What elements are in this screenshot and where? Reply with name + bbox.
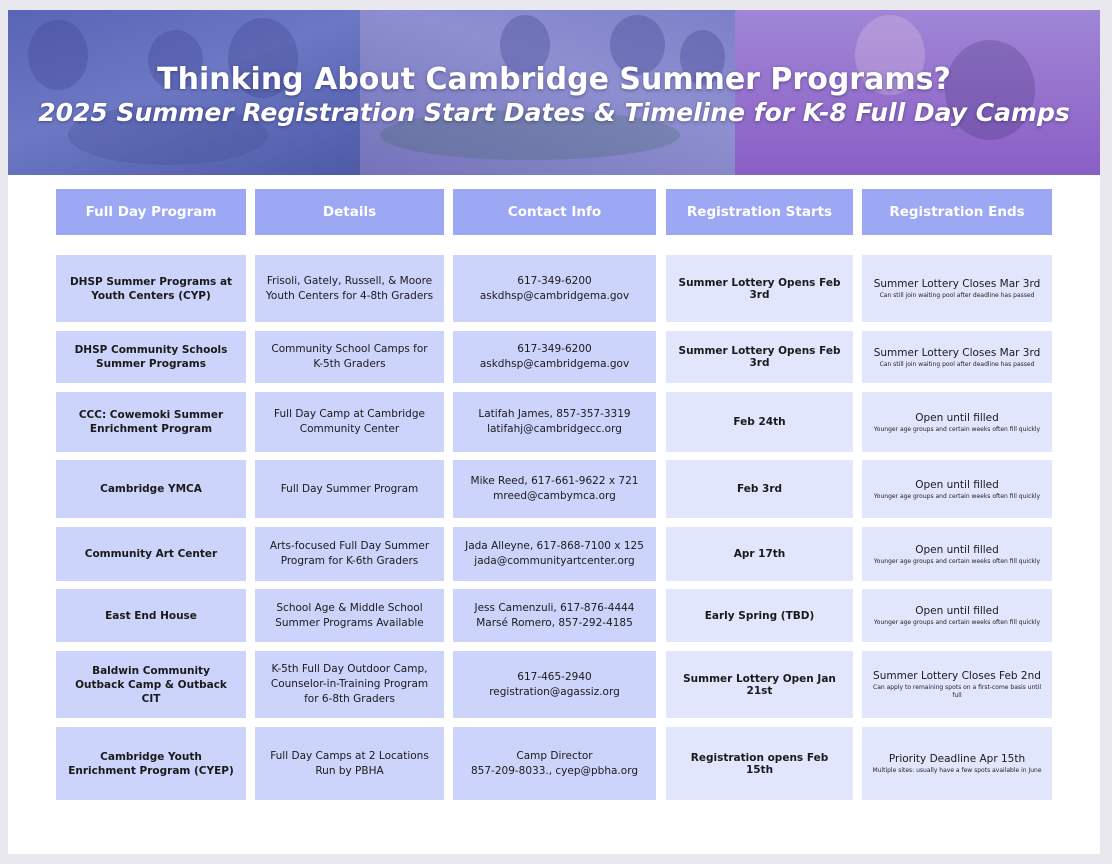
reg-ends: Open until filled <box>915 411 999 424</box>
reg-ends-note: Younger age groups and certain weeks often fill quickly <box>873 619 1041 626</box>
contact-line-2: askdhsp@cambridgema.gov <box>479 289 630 302</box>
reg-ends: Summer Lottery Closes Mar 3rd <box>873 346 1041 359</box>
contact-cell <box>453 255 656 322</box>
program-details: Community School Camps for K-5th Graders <box>271 343 428 370</box>
reg-starts: Feb 3rd <box>736 483 783 495</box>
reg-ends-cell <box>862 392 1052 452</box>
header-banner <box>8 10 1100 175</box>
program-name: Cambridge YMCA <box>100 483 202 495</box>
reg-ends-cell <box>862 331 1052 383</box>
program-name-cell <box>56 727 246 800</box>
program-details: Full Day Summer Program <box>280 482 419 495</box>
reg-ends-note: Younger age groups and certain weeks often fill quickly <box>873 425 1041 433</box>
program-name-cell <box>56 331 246 383</box>
program-name-cell <box>56 392 246 452</box>
program-name-cell <box>56 460 246 518</box>
contact-cell <box>453 651 656 718</box>
program-details: K-5th Full Day Outdoor Camp, Counselor-in-Training Program for 6-8th Graders <box>270 663 429 705</box>
reg-starts-cell <box>666 651 853 718</box>
reg-ends-note: Can still join waiting pool after deadline has passed <box>879 360 1035 368</box>
reg-ends-note: Younger age groups and certain weeks often fill quickly <box>873 557 1041 565</box>
details-cell <box>255 331 444 383</box>
reg-starts-cell <box>666 589 853 642</box>
reg-starts: Registration opens Feb 15th <box>690 751 829 776</box>
details-cell <box>255 727 444 800</box>
contact-line-1: Camp Director <box>516 749 593 762</box>
program-details: Full Day Camps at 2 Locations Run by PBHA <box>270 749 429 777</box>
contact-line-2: mreed@cambymca.org <box>493 490 616 502</box>
header-reg-starts: Registration Starts <box>666 189 853 235</box>
reg-starts: Summer Lottery Opens Feb 3rd <box>678 345 841 369</box>
reg-ends-cell <box>862 460 1052 518</box>
contact-line-1: 617-349-6200 <box>517 343 592 355</box>
contact-cell <box>453 331 656 383</box>
contact-line-2: registration@agassiz.org <box>489 685 620 698</box>
reg-starts-cell <box>666 331 853 383</box>
contact-cell <box>453 392 656 452</box>
reg-ends-cell <box>862 589 1052 642</box>
program-details: Arts-focused Full Day Summer Program for K-6th Graders <box>269 540 430 567</box>
contact-line-1: Jada Alleyne, 617-868-7100 x 125 <box>465 540 644 552</box>
details-cell <box>255 527 444 581</box>
program-name: DHSP Community Schools Summer Programs <box>74 344 228 370</box>
reg-starts: Early Spring (TBD) <box>704 609 815 622</box>
details-cell <box>255 255 444 322</box>
program-name-cell <box>56 255 246 322</box>
reg-ends: Open until filled <box>915 605 999 617</box>
program-name: East End House <box>105 609 197 622</box>
page-title: Thinking About Cambridge Summer Programs? <box>157 62 951 97</box>
details-cell <box>255 589 444 642</box>
program-details: Frisoli, Gately, Russell, & Moore Youth Centers for 4-8th Graders <box>265 274 434 302</box>
reg-ends: Open until filled <box>915 478 999 491</box>
header-reg-ends: Registration Ends <box>862 189 1052 235</box>
program-name-cell <box>56 651 246 718</box>
contact-line-1: Jess Camenzuli, 617-876-4444 <box>474 601 635 614</box>
contact-line-1: Latifah James, 857-357-3319 <box>478 408 631 420</box>
contact-cell <box>453 589 656 642</box>
reg-starts-cell <box>666 527 853 581</box>
contact-line-1: 617-465-2940 <box>517 670 592 683</box>
details-cell <box>255 392 444 452</box>
contact-line-1: 617-349-6200 <box>517 274 592 287</box>
contact-line-2: jada@communityartcenter.org <box>474 555 635 567</box>
reg-ends-cell <box>862 651 1052 718</box>
program-name-cell <box>56 527 246 581</box>
details-cell <box>255 460 444 518</box>
reg-starts: Feb 24th <box>733 416 786 428</box>
program-name-cell <box>56 589 246 642</box>
contact-line-2: 857-209-8033., cyep@pbha.org <box>471 764 638 777</box>
program-name: DHSP Summer Programs at Youth Centers (CYP) <box>69 275 233 302</box>
reg-ends-note: Can still join waiting pool after deadline has passed <box>879 292 1035 299</box>
reg-starts-cell <box>666 255 853 322</box>
reg-ends-note: Younger age groups and certain weeks often fill quickly <box>873 492 1041 500</box>
reg-ends-note: Multiple sites: usually have a few spots available in June <box>872 767 1042 774</box>
program-name: Baldwin Community Outback Camp & Outback CIT <box>75 664 227 705</box>
details-cell <box>255 651 444 718</box>
program-details: School Age & Middle School Summer Programs Available <box>275 601 424 629</box>
reg-starts: Summer Lottery Opens Feb 3rd <box>678 276 841 301</box>
reg-starts: Apr 17th <box>733 548 786 560</box>
reg-ends-cell <box>862 527 1052 581</box>
contact-line-2: askdhsp@cambridgema.gov <box>479 358 630 370</box>
reg-starts: Summer Lottery Open Jan 21st <box>683 672 836 697</box>
reg-ends-cell <box>862 255 1052 322</box>
contact-line-2: latifahj@cambridgecc.org <box>487 423 622 435</box>
reg-ends: Summer Lottery Closes Mar 3rd <box>873 278 1041 290</box>
contact-cell <box>453 460 656 518</box>
contact-line-2: Marsé Romero, 857-292-4185 <box>476 616 633 629</box>
header-contact: Contact Info <box>453 189 656 235</box>
contact-cell <box>453 527 656 581</box>
reg-ends: Open until filled <box>915 543 999 556</box>
reg-ends: Summer Lottery Closes Feb 2nd <box>873 670 1041 682</box>
header-program: Full Day Program <box>56 189 246 235</box>
contact-line-1: Mike Reed, 617-661-9622 x 721 <box>470 475 639 487</box>
contact-cell <box>453 727 656 800</box>
program-name: CCC: Cowemoki Summer Enrichment Program <box>78 409 224 435</box>
program-name: Cambridge Youth Enrichment Program (CYEP) <box>68 750 234 777</box>
program-name: Community Art Center <box>84 548 218 560</box>
reg-ends-note: Can apply to remaining spots on a first-come basis until full <box>873 684 1041 699</box>
header-details: Details <box>255 189 444 235</box>
program-details: Full Day Camp at Cambridge Community Center <box>274 408 425 435</box>
reg-starts-cell <box>666 727 853 800</box>
reg-ends: Priority Deadline Apr 15th <box>888 753 1026 765</box>
reg-starts-cell <box>666 392 853 452</box>
page-subtitle: 2025 Summer Registration Start Dates & Timeline for K-8 Full Day Camps <box>38 98 1070 127</box>
reg-starts-cell <box>666 460 853 518</box>
reg-ends-cell <box>862 727 1052 800</box>
